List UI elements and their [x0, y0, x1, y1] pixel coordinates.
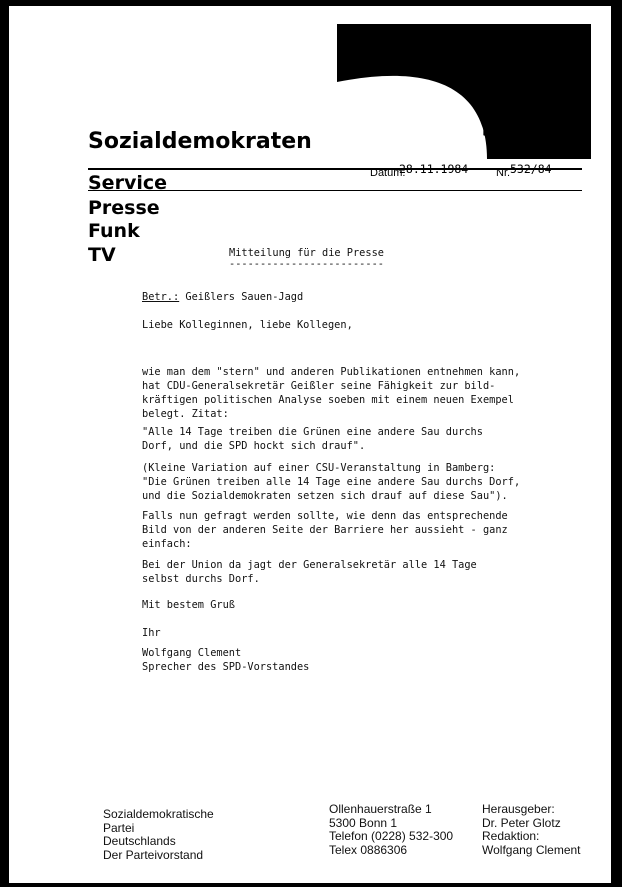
letter-heading: Mitteilung für die Presse — [229, 247, 384, 259]
number-value: 532/84 — [510, 162, 552, 176]
footer-editorial — [482, 803, 581, 857]
presse-label: Presse — [88, 197, 160, 219]
paragraph-3 — [142, 461, 520, 503]
signer-title: Sprecher des SPD-Vorstandes — [142, 661, 310, 673]
footer-party — [103, 808, 214, 862]
footer-line: 5300 Bonn 1 — [329, 815, 398, 830]
subject-text: Geißlers Sauen-Jagd — [185, 291, 304, 303]
paragraph-line: hat CDU-Generalsekretär Geißler seine Fähigkeit zur bild- — [142, 380, 496, 392]
service-label: Service — [88, 172, 167, 194]
footer-line: Telefon (0228) 532-300 — [329, 829, 454, 843]
footer-line: Telex 0886306 — [329, 842, 408, 857]
paragraph-line: belegt. Zitat: — [142, 408, 229, 420]
footer-line: Dr. Peter Glotz — [482, 815, 561, 830]
footer-line: Partei — [103, 820, 135, 835]
paragraph-5 — [142, 558, 477, 586]
paragraph-2 — [142, 425, 483, 453]
footer-address — [329, 803, 453, 857]
paragraph-1 — [142, 365, 520, 421]
footer-line: Redaktion: — [482, 829, 540, 843]
footer-line: Deutschlands — [103, 834, 176, 848]
paragraph-line: kräftigen politischen Analyse soeben mit einem neuen Exempel — [142, 394, 514, 406]
footer-line: Wolfgang Clement — [482, 842, 581, 857]
paragraph-line: Falls nun gefragt werden sollte, wie denn das entsprechende — [142, 510, 508, 522]
tv-label: TV — [88, 244, 116, 266]
paragraph-line: "Alle 14 Tage treiben die Grünen eine andere Sau durchs — [142, 426, 483, 438]
footer-line: Sozialdemokratische — [103, 807, 214, 821]
salutation: Liebe Kolleginnen, liebe Kollegen, — [142, 319, 353, 331]
brand-title: Sozialdemokraten — [88, 129, 312, 154]
footer-line: Der Parteivorstand — [103, 847, 204, 862]
paragraph-line: (Kleine Variation auf einer CSU-Veranstaltung in Bamberg: — [142, 462, 496, 474]
funk-label: Funk — [88, 220, 140, 242]
paragraph-line: "Die Grünen treiben alle 14 Tage eine andere Sau durchs Dorf, — [142, 476, 521, 488]
paragraph-line: und die Sozialdemokraten setzen sich drauf auf diese Sau"). — [142, 490, 508, 502]
datum-label: Datum: — [370, 167, 406, 179]
subject-label: Betr.: — [142, 291, 180, 303]
letter-page — [9, 6, 611, 883]
datum-value: 28.11.1984 — [399, 162, 469, 176]
signer-name: Wolfgang Clement — [142, 647, 242, 659]
paragraph-line: selbst durchs Dorf. — [142, 573, 260, 585]
paragraph-line: Dorf, und die SPD hockt sich drauf". — [142, 440, 366, 452]
subject-line — [142, 290, 303, 304]
paragraph-line: Bild von der anderen Seite der Barriere her aussieht - ganz — [142, 524, 508, 536]
number-label: Nr. — [496, 167, 511, 179]
paragraph-line: Bei der Union da jagt der Generalsekretär alle 14 Tage — [142, 559, 477, 571]
signoff: Ihr — [142, 627, 161, 639]
closing: Mit bestem Gruß — [142, 599, 235, 611]
footer-line: Herausgeber: — [482, 802, 555, 816]
footer-line: Ollenhauerstraße 1 — [329, 802, 432, 816]
paragraph-4 — [142, 509, 508, 551]
paragraph-line: einfach: — [142, 538, 192, 550]
spd-logo-text: SPD — [480, 98, 582, 148]
letter-heading-underline: ------------------------- — [229, 258, 384, 270]
paragraph-line: wie man dem "stern" und anderen Publikationen entnehmen kann, — [142, 366, 521, 378]
